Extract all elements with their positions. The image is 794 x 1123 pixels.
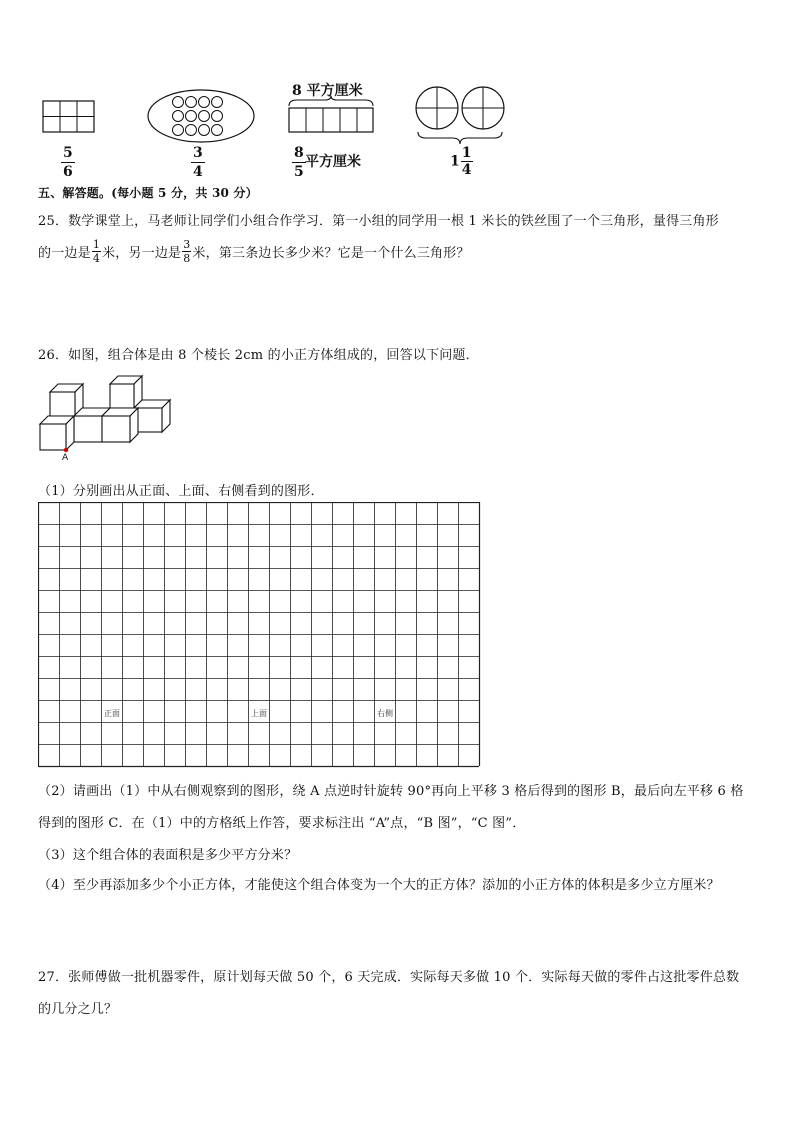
grid-label-front: 正面 [104, 709, 120, 718]
fig4-den: 4 [461, 162, 472, 178]
figure-rectangle-grid [42, 100, 96, 134]
grid-paper[interactable] [38, 502, 484, 772]
fig1-fraction: $\frac{5}{6}$ [63, 145, 73, 180]
figure-two-circles [414, 84, 508, 146]
q26-part2-line2: 得到的图形 C．在（1）中的方格纸上作答，要求标注出 “A”点，“B 图”，“C 图”． [38, 816, 526, 831]
q25-fraction-2: $\frac{3}{8}$ [183, 238, 191, 265]
fig3-top-label: 8 平方厘米 [292, 83, 363, 99]
q25-text-c: 米，第三条边长多少米？它是一个什么三角形？ [192, 246, 470, 261]
point-a-label: A [62, 453, 69, 463]
section-title: 五、解答题。(每小题 5 分，共 30 分） [38, 186, 258, 200]
fig3-fraction: $\frac{8}{5}$ [294, 145, 304, 180]
figure-brace-rectangle [287, 96, 377, 138]
q27-line1: 27．张师傅做一批机器零件，原计划每天做 50 个，6 天完成．实际每天多做 10 个．实际每天做的零件占这批零件总数 [38, 970, 740, 985]
q25-line1: 25．数学课堂上，马老师让同学们小组合作学习．第一小组的同学用一根 1 米长的铁丝围了一个三角形，量得三角形 [38, 214, 719, 229]
q25-line2 [38, 239, 470, 264]
q25-text-a: 的一边是 [38, 246, 91, 261]
fig4-mixed-number [450, 146, 474, 177]
fig3-unit: 平方厘米 [305, 154, 361, 170]
q27-line2: 的几分之几？ [38, 1002, 118, 1017]
fig4-whole: 1 [450, 153, 460, 170]
q26-part1: （1）分别画出从正面、上面、右侧看到的图形． [38, 484, 324, 499]
q26-part4: （4）至少再添加多少个小正方体，才能使这个组合体变为一个大的正方体？添加的小正方体的体积是多少立方厘米？ [38, 878, 720, 893]
q26-intro: 26．如图，组合体是由 8 个棱长 2cm 的小正方体组成的，回答以下问题． [38, 348, 479, 363]
q26-part2-line1: （2）请画出（1）中从右侧观察到的图形，绕 A 点逆时针旋转 90°再向上平移 3 格后得到的图形 B，最后向左平移 6 格 [38, 784, 744, 799]
point-a-marker [64, 448, 68, 452]
figure-ellipse-circles [146, 88, 256, 144]
q25-text-b: 米，另一边是 [102, 246, 182, 261]
fig4-num: 1 [461, 145, 472, 161]
q25-fraction-1: $\frac{1}{4}$ [92, 238, 101, 265]
fig2-fraction: $\frac{3}{4}$ [193, 145, 203, 180]
grid-label-right: 右侧 [377, 709, 393, 718]
cube-composite-figure [36, 372, 176, 460]
q26-part3: （3）这个组合体的表面积是多少平方分米？ [38, 848, 298, 863]
grid-label-top: 上面 [251, 709, 267, 718]
